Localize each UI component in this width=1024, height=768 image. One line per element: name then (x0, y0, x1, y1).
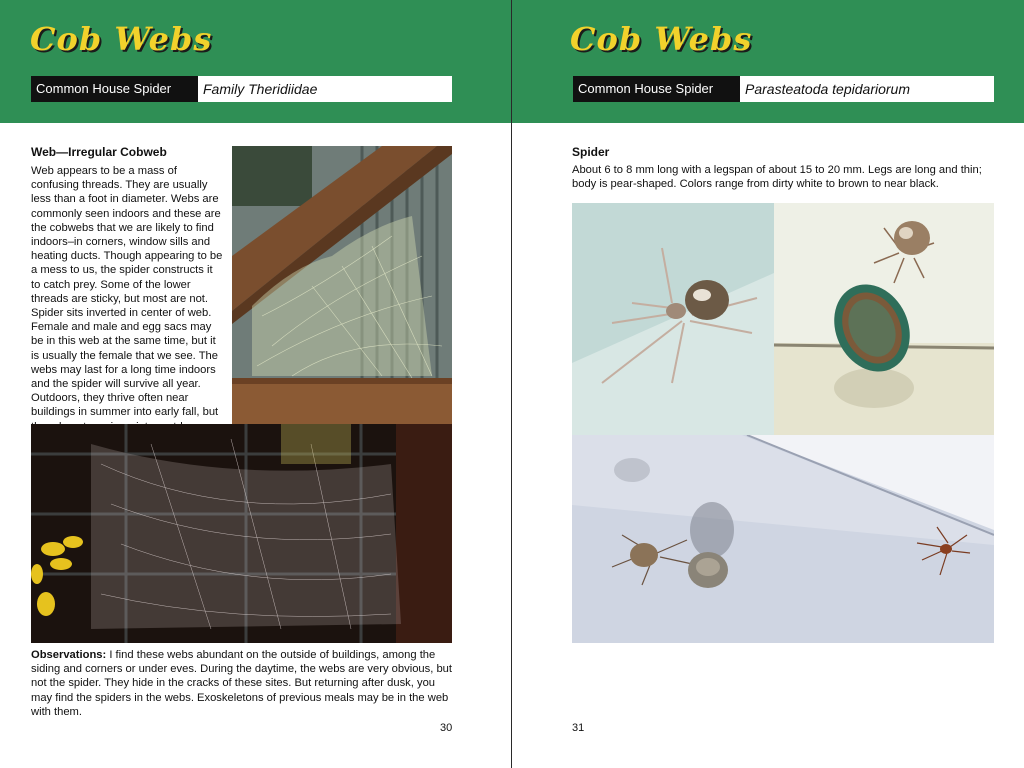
header-band (512, 0, 1024, 123)
scientific-name-label: Family Theridiidae (198, 76, 452, 102)
spider-description: About 6 to 8 mm long with a legspan of about 15 to 20 mm. Legs are long and thin; body is pear-shaped. Colors range from dirty white to brown to near black. (572, 164, 982, 191)
common-name-label: Common House Spider (573, 76, 740, 102)
cobweb-window-photo (31, 424, 452, 643)
identification-bar (573, 76, 994, 102)
observations-label: Observations: (31, 649, 107, 661)
scientific-name-label: Parasteatoda tepidariorum (740, 76, 994, 102)
spider-egg-sac-photo (572, 203, 774, 435)
common-name-label: Common House Spider (31, 76, 198, 102)
page-title: Cob Webs (30, 20, 213, 58)
page-number: 31 (572, 722, 585, 734)
section-heading: Spider (572, 145, 610, 159)
page-number: 30 (440, 722, 453, 734)
observations-paragraph (31, 648, 452, 719)
web-description: Web appears to be a mass of confusing threads. They are usually less than a foot in diameter. Webs are commonly seen indoors and these are the cobwebs that we are likely to find indoors–in corners, window sills and heating ducts. Though appearing to be a mess to us, the spider constructs it to catch prey. Some of the lower threads are sticky, but most are not. Spider sits inverted in center of web. Female and male and egg sacs may be in this web at the same time, but it is usually the female that we see. The webs may last for a long time indoors and the spider will survive all year. Outdoors, they thrive often near buildings in summer into early fall, but (31, 165, 223, 419)
observations-text: I find these webs abundant on the outside of buildings, among the siding and corners or under eves. During the daytime, the webs are very obvious, but not the spider. They hide in the cracks of these sites. But returning after dusk, you may find the spiders in the webs. Exoskeletons of previous meals may be in the web with them. (31, 649, 453, 718)
right-page (512, 0, 1024, 768)
section-heading: Web—Irregular Cobweb (31, 145, 167, 159)
spider-green-sac-photo (774, 203, 994, 435)
page-title: Cob Webs (570, 20, 753, 58)
cobweb-beam-photo (232, 146, 452, 424)
identification-bar (31, 76, 452, 102)
spiders-on-siding-photo (572, 435, 994, 643)
header-band (0, 0, 512, 123)
